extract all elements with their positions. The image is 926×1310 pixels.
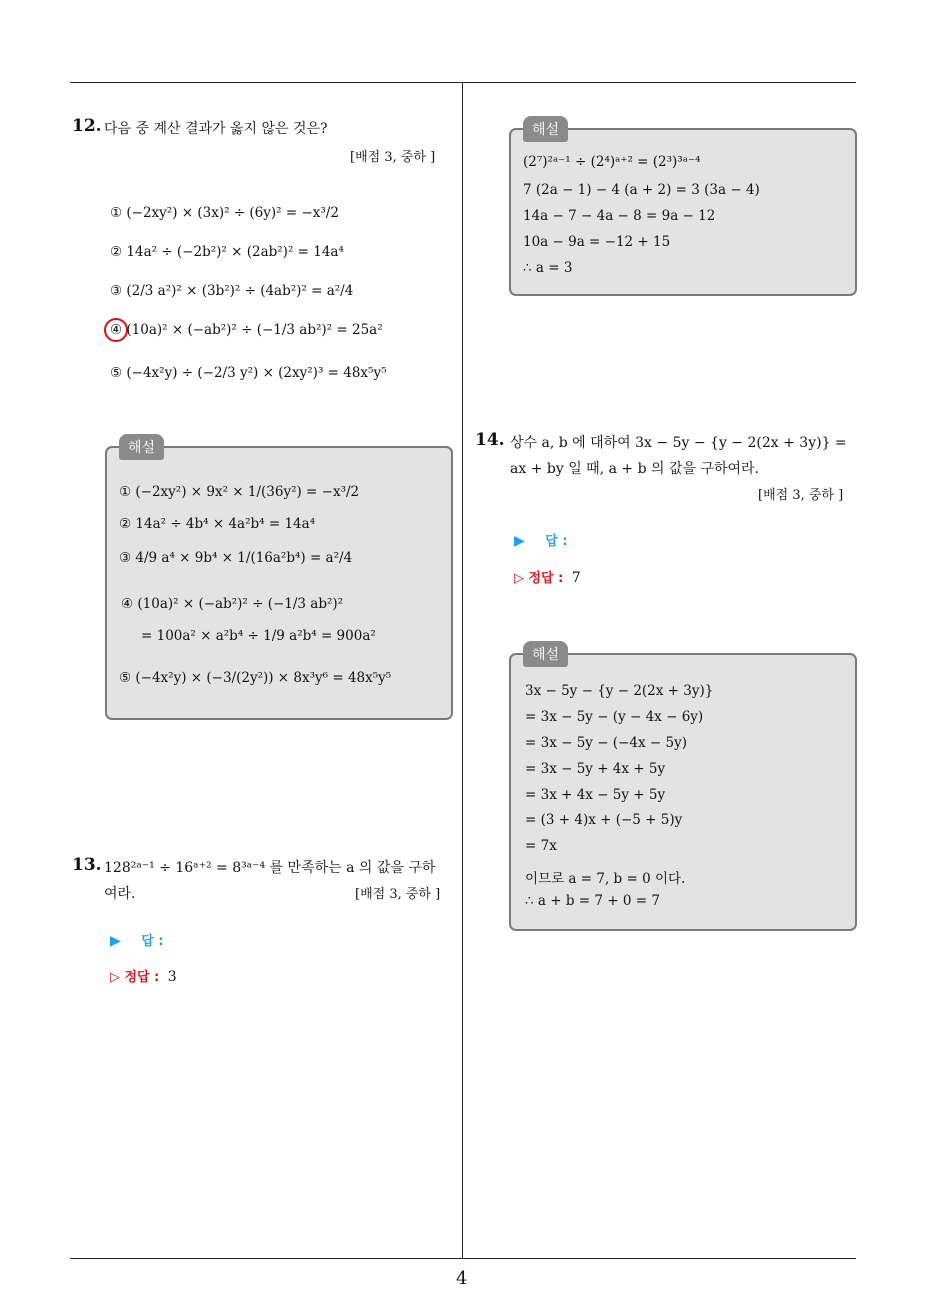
question-meta: [배점 3, 중하 ]	[355, 887, 441, 902]
question-text: 상수 a, b 에 대하여 3x − 5y − {y − 2(2x + 3y)} =	[510, 435, 847, 451]
option-1[interactable]: ① (−2xy²) × (3x)² ÷ (6y)² = −x³/2	[110, 205, 339, 221]
answer-label: 답 :	[141, 934, 164, 949]
option-4[interactable]: ④ (10a)² × (−ab²)² ÷ (−1/3 ab²)² = 25a²	[110, 322, 383, 338]
solution-box-q14	[509, 653, 857, 931]
solution-line: = 3x − 5y − (−4x − 5y)	[525, 735, 687, 751]
bottom-rule	[70, 1258, 856, 1259]
page-number: 4	[456, 1268, 468, 1289]
correct-arrow-icon: ▷	[514, 571, 524, 586]
solution-line: 3x − 5y − {y − 2(2x + 3y)}	[525, 683, 714, 699]
solution-line: ④ (10a)² × (−ab²)² ÷ (−1/3 ab²)²	[121, 596, 344, 612]
solution-line: = 3x − 5y − (y − 4x − 6y)	[525, 709, 704, 725]
solution-line: ② 14a² ÷ 4b⁴ × 4a²b⁴ = 14a⁴	[119, 516, 316, 532]
correct-value: 3	[167, 969, 177, 985]
top-rule	[70, 82, 856, 83]
solution-line: = 7x	[525, 838, 557, 854]
solution-box-q13	[509, 128, 857, 296]
solution-line: ∴ a = 3	[523, 260, 573, 276]
question-text: 다음 중 계산 결과가 옳지 않은 것은?	[104, 121, 328, 137]
answer-label: 답 :	[545, 534, 568, 549]
solution-line: ③ 4/9 a⁴ × 9b⁴ × 1/(16a²b⁴) = a²/4	[119, 550, 353, 566]
correct-answer-row	[514, 567, 581, 586]
option-2[interactable]: ② 14a² ÷ (−2b²)² × (2ab²)² = 14a⁴	[110, 244, 344, 260]
answer-arrow-icon: ▶	[110, 933, 121, 949]
option-5[interactable]: ⑤ (−4x²y) ÷ (−2/3 y²) × (2xy²)³ = 48x⁵y⁵	[110, 365, 387, 381]
solution-box-q12	[105, 446, 453, 720]
solution-line: 이므로 a = 7, b = 0 이다.	[525, 871, 686, 887]
answer-row	[514, 530, 568, 549]
question-meta: [배점 3, 중하 ]	[350, 150, 436, 165]
solution-line: = 3x + 4x − 5y + 5y	[525, 787, 666, 803]
question-number: 13.	[72, 855, 102, 875]
solution-line: ∴ a + b = 7 + 0 = 7	[525, 893, 660, 909]
solution-line: ① (−2xy²) × 9x² × 1/(36y²) = −x³/2	[119, 484, 360, 500]
correct-label: 정답 :	[124, 970, 160, 985]
option-3[interactable]: ③ (2/3 a²)² × (3b²)² ÷ (4ab²)² = a²/4	[110, 283, 354, 299]
question-text: 128²ᵃ⁻¹ ÷ 16ᵃ⁺² = 8³ᵃ⁻⁴ 를 만족하는 a 의 값을 구하	[104, 860, 436, 876]
solution-line: = 100a² × a²b⁴ ÷ 1/9 a²b⁴ = 900a²	[141, 628, 376, 644]
solution-line: 14a − 7 − 4a − 8 = 9a − 12	[523, 208, 716, 224]
correct-arrow-icon: ▷	[110, 970, 120, 985]
solution-line: (2⁷)²ᵃ⁻¹ ÷ (2⁴)ᵃ⁺² = (2³)³ᵃ⁻⁴	[523, 154, 701, 170]
question-text-line-2: 여라.	[104, 886, 136, 902]
answer-arrow-icon: ▶	[514, 533, 525, 549]
question-meta: [배점 3, 중하 ]	[758, 488, 844, 503]
correct-answer-row	[110, 966, 177, 985]
correct-value: 7	[571, 570, 581, 586]
solution-tag: 해설	[523, 116, 568, 142]
question-number: 14.	[475, 430, 505, 450]
solution-line: = 3x − 5y + 4x + 5y	[525, 761, 666, 777]
solution-line: 10a − 9a = −12 + 15	[523, 234, 671, 250]
solution-line: ⑤ (−4x²y) × (−3/(2y²)) × 8x³y⁶ = 48x⁵y⁵	[119, 670, 392, 686]
answer-row	[110, 930, 164, 949]
question-text-line-2: ax + by 일 때, a + b 의 값을 구하여라.	[510, 461, 760, 477]
solution-line: = (3 + 4)x + (−5 + 5)y	[525, 812, 683, 828]
correct-label: 정답 :	[528, 571, 564, 586]
solution-tag: 해설	[119, 434, 164, 460]
solution-tag: 해설	[523, 641, 568, 667]
question-number: 12.	[72, 116, 102, 136]
column-divider	[462, 82, 463, 1258]
solution-line: 7 (2a − 1) − 4 (a + 2) = 3 (3a − 4)	[523, 182, 760, 198]
